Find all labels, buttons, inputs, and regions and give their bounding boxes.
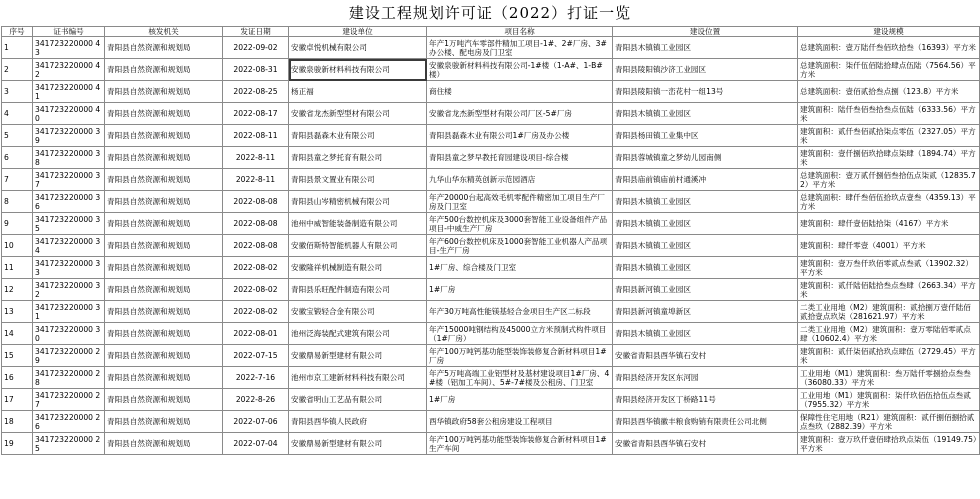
column-header[interactable]: 发证日期 [223, 27, 289, 37]
cell-scale[interactable]: 建筑面积：肆仟零壹（4001）平方米 [798, 235, 980, 257]
cell-org[interactable]: 青阳县自然资源和规划局 [105, 81, 223, 103]
cell-project[interactable]: 年产5万吨高端工业铝型材及基材建设项目1#厂房、4#楼（铝加工车间）、5#-7#楼及公租房、门卫室 [427, 367, 613, 389]
cell-date[interactable]: 2022-07-04 [223, 433, 289, 455]
cell-unit[interactable]: 池州中威智能装备制造有限公司 [289, 213, 427, 235]
cell-project[interactable]: 安徽泉骏新材料科技有限公司-1#楼（1-A#、1-B#楼） [427, 59, 613, 81]
cell-location[interactable]: 青阳县木镇镇工业园区 [613, 323, 798, 345]
cell-cert[interactable]: 341723220000 32 [33, 279, 105, 301]
cell-no[interactable]: 12 [2, 279, 33, 301]
cell-scale[interactable]: 工业用地（M1）建筑面积：柒仟玖佰伍拾伍点叁贰（7955.32）平方米 [798, 389, 980, 411]
cell-date[interactable]: 2022-08-08 [223, 191, 289, 213]
cell-location[interactable]: 青阳县木镇镇工业园区 [613, 37, 798, 59]
cell-no[interactable]: 15 [2, 345, 33, 367]
table-row [2, 125, 980, 147]
cell-no[interactable]: 16 [2, 367, 33, 389]
cell-unit[interactable]: 安徽鼎易新型建材有限公司 [289, 345, 427, 367]
cell-date[interactable]: 2022-07-06 [223, 411, 289, 433]
cell-scale[interactable]: 建筑面积：贰仟陆佰陆拾叁点叁肆（2663.34）平方米 [798, 279, 980, 301]
cell-cert[interactable]: 341723220000 36 [33, 191, 105, 213]
cell-date[interactable]: 2022-08-11 [223, 125, 289, 147]
cell-no[interactable]: 8 [2, 191, 33, 213]
cell-location[interactable]: 青阳县杨田镇工业集中区 [613, 125, 798, 147]
table-row [2, 147, 980, 169]
column-header[interactable]: 建设规模 [798, 27, 980, 37]
cell-org[interactable]: 青阳县自然资源和规划局 [105, 59, 223, 81]
cell-cert[interactable]: 341723220000 41 [33, 81, 105, 103]
cell-unit[interactable]: 安徽佰斯特智能机器人有限公司 [289, 235, 427, 257]
cell-scale[interactable]: 建筑面积：贰仟柒佰贰拾玖点肆伍（2729.45）平方米 [798, 345, 980, 367]
table-row [2, 257, 980, 279]
cell-scale[interactable]: 建筑面积：贰仟叁佰贰拾柒点零伍（2327.05）平方米 [798, 125, 980, 147]
cell-unit[interactable]: 安徽泉骏新材料科技有限公司 [289, 59, 427, 81]
cell-location[interactable]: 青阳县蓉城镇童之梦幼儿园南侧 [613, 147, 798, 169]
cell-scale[interactable]: 建筑面积：肆仟壹佰陆拾柒（4167）平方米 [798, 213, 980, 235]
page-title: 建设工程规划许可证（2022）打证一览 [348, 4, 632, 22]
cell-no[interactable]: 18 [2, 411, 33, 433]
cell-project[interactable]: 酉华镇政府58套公租房建设工程项目 [427, 411, 613, 433]
table-row [2, 81, 980, 103]
cell-project[interactable]: 安徽省龙杰新型型材有限公司厂区-5#厂房 [427, 103, 613, 125]
cell-org[interactable]: 青阳县自然资源和规划局 [105, 389, 223, 411]
cell-org[interactable]: 青阳县自然资源和规划局 [105, 257, 223, 279]
cell-project[interactable]: 九华山华东精英创新示范园酒店 [427, 169, 613, 191]
cell-project[interactable]: 1#厂房 [427, 279, 613, 301]
cell-project[interactable]: 1#厂房、综合楼及门卫室 [427, 257, 613, 279]
cell-unit[interactable]: 安徽鼎易新型建材有限公司 [289, 433, 427, 455]
table-row [2, 235, 980, 257]
cell-org[interactable]: 青阳县自然资源和规划局 [105, 367, 223, 389]
cell-org[interactable]: 青阳县自然资源和规划局 [105, 301, 223, 323]
cell-location[interactable]: 青阳县陵阳镇一峦花村一组13号 [613, 81, 798, 103]
cell-org[interactable]: 青阳县自然资源和规划局 [105, 235, 223, 257]
table-row [2, 37, 980, 59]
cell-no[interactable]: 19 [2, 433, 33, 455]
cell-org[interactable]: 青阳县自然资源和规划局 [105, 125, 223, 147]
column-header[interactable]: 证书编号 [33, 27, 105, 37]
cell-unit[interactable]: 青阳县山岑精密机械有限公司 [289, 191, 427, 213]
cell-no[interactable]: 5 [2, 125, 33, 147]
cell-unit[interactable]: 安徽省龙杰新型型材有限公司 [289, 103, 427, 125]
column-header[interactable]: 序号 [2, 27, 33, 37]
cell-location[interactable]: 青阳县酉华镇徽丰粮食购销有限责任公司北侧 [613, 411, 798, 433]
cell-cert[interactable]: 341723220000 33 [33, 257, 105, 279]
cell-unit[interactable]: 青阳县童之梦托育有限公司 [289, 147, 427, 169]
cell-date[interactable]: 2022-08-31 [223, 59, 289, 81]
cell-cert[interactable]: 341723220000 31 [33, 301, 105, 323]
cell-date[interactable]: 2022-08-17 [223, 103, 289, 125]
table-row [2, 169, 980, 191]
column-header[interactable]: 项目名称 [427, 27, 613, 37]
cell-date[interactable]: 2022-07-15 [223, 345, 289, 367]
cell-cert[interactable]: 341723220000 34 [33, 235, 105, 257]
cell-unit[interactable]: 青阳县乐旺配件制造有限公司 [289, 279, 427, 301]
cell-scale[interactable]: 建筑面积：壹万叁仟玖佰零贰点叁贰（13902.32）平方米 [798, 257, 980, 279]
cell-project[interactable]: 年产20000台起高效毛机零配件精密加工项目生产厂房及门卫室 [427, 191, 613, 213]
cell-location[interactable]: 青阳县经济开发区东河园 [613, 367, 798, 389]
cell-scale[interactable]: 总建筑面积：壹万贰仟捌佰叁拾伍点柒贰（12835.72）平方米 [798, 169, 980, 191]
cell-cert[interactable]: 341723220000 43 [33, 37, 105, 59]
cell-org[interactable]: 青阳县自然资源和规划局 [105, 37, 223, 59]
cell-date[interactable]: 2022-7-16 [223, 367, 289, 389]
cell-date[interactable]: 2022-08-02 [223, 257, 289, 279]
cell-no[interactable]: 14 [2, 323, 33, 345]
cell-scale[interactable]: 二类工业用地（M2）建筑面积：贰拾捌万壹仟陆佰贰拾壹点玖柒（281621.97）平方米 [798, 301, 980, 323]
header-row [2, 27, 980, 37]
cell-cert[interactable]: 341723220000 39 [33, 125, 105, 147]
cell-cert[interactable]: 341723220000 27 [33, 389, 105, 411]
table-row [2, 367, 980, 389]
cell-cert[interactable]: 341723220000 42 [33, 59, 105, 81]
cell-project[interactable]: 年产15000吨钢结构及45000立方米预制式构件项目（1#厂房） [427, 323, 613, 345]
cell-unit[interactable]: 安徽隆祥机械制造有限公司 [289, 257, 427, 279]
table-row [2, 345, 980, 367]
cell-date[interactable]: 2022-08-08 [223, 235, 289, 257]
cell-date[interactable]: 2022-8-11 [223, 169, 289, 191]
cell-project[interactable]: 青阳县童之梦早教托育园建设项目-综合楼 [427, 147, 613, 169]
cell-cert[interactable]: 341723220000 30 [33, 323, 105, 345]
cell-cert[interactable]: 341723220000 35 [33, 213, 105, 235]
cell-location[interactable]: 青阳县新河镇工业园区 [613, 279, 798, 301]
cell-org[interactable]: 青阳县自然资源和规划局 [105, 279, 223, 301]
cell-project[interactable]: 年产100万吨钙基功能型装饰装修复合新材料项目1#厂房 [427, 345, 613, 367]
cell-org[interactable]: 青阳县自然资源和规划局 [105, 411, 223, 433]
cell-project[interactable]: 商住楼 [427, 81, 613, 103]
cell-unit[interactable]: 池州市京工建新材料科技有限公司 [289, 367, 427, 389]
cell-date[interactable]: 2022-08-01 [223, 323, 289, 345]
table-row [2, 301, 980, 323]
table-row [2, 323, 980, 345]
cell-scale[interactable]: 二类工业用地（M2）建筑面积：壹万零陆佰零贰点肆（10602.4）平方米 [798, 323, 980, 345]
cell-scale[interactable]: 总建筑面积：壹万陆仟叁佰玖拾叁（16393）平方米 [798, 37, 980, 59]
cell-no[interactable]: 6 [2, 147, 33, 169]
cell-no[interactable]: 9 [2, 213, 33, 235]
cell-org[interactable]: 青阳县自然资源和规划局 [105, 345, 223, 367]
cell-date[interactable]: 2022-8-26 [223, 389, 289, 411]
cell-date[interactable]: 2022-08-08 [223, 213, 289, 235]
cell-cert[interactable]: 341723220000 28 [33, 367, 105, 389]
cell-project[interactable]: 1#厂房 [427, 389, 613, 411]
cell-cert[interactable]: 341723220000 26 [33, 411, 105, 433]
column-header[interactable]: 建设单位 [289, 27, 427, 37]
cell-project[interactable]: 年产600台数控机床及1000套智能工业机器人产品项目-生产厂房 [427, 235, 613, 257]
cell-date[interactable]: 2022-8-11 [223, 147, 289, 169]
cell-unit[interactable]: 青阳县景文置业有限公司 [289, 169, 427, 191]
cell-location[interactable]: 安徽省青阳县酉华镇石安村 [613, 345, 798, 367]
cell-project[interactable]: 年产1万吨汽车零部件精加工项目-1#、2#厂房、3#办公楼、配电房及门卫室 [427, 37, 613, 59]
cell-unit[interactable]: 杨正福 [289, 81, 427, 103]
cell-scale[interactable]: 总建筑面积：肆仟叁佰伍拾玖点壹叁（4359.13）平方米 [798, 191, 980, 213]
cell-location[interactable]: 青阳县庙前镇庙前村通溪冲 [613, 169, 798, 191]
column-header[interactable]: 核发机关 [105, 27, 223, 37]
cell-scale[interactable]: 总建筑面积：壹佰贰拾叁点捌（123.8）平方米 [798, 81, 980, 103]
cell-no[interactable]: 13 [2, 301, 33, 323]
cell-unit[interactable]: 安徽宝锻轻合金有限公司 [289, 301, 427, 323]
table-row [2, 103, 980, 125]
column-header[interactable]: 建设位置 [613, 27, 798, 37]
cell-date[interactable]: 2022-08-02 [223, 279, 289, 301]
cell-unit[interactable]: 青阳县磊森木业有限公司 [289, 125, 427, 147]
cell-location[interactable]: 青阳县陵阳镇沙济工业园区 [613, 59, 798, 81]
cell-no[interactable]: 1 [2, 37, 33, 59]
table-row [2, 59, 980, 81]
table-row [2, 191, 980, 213]
cell-no[interactable]: 10 [2, 235, 33, 257]
cell-location[interactable]: 青阳县木镇镇工业园区 [613, 103, 798, 125]
cell-org[interactable]: 青阳县自然资源和规划局 [105, 169, 223, 191]
cell-scale[interactable]: 工业用地（M1）建筑面积：叁万陆仟零捌拾点叁叁（36080.33）平方米 [798, 367, 980, 389]
cell-date[interactable]: 2022-08-25 [223, 81, 289, 103]
cell-location[interactable]: 青阳县木镇镇工业园区 [613, 235, 798, 257]
cell-project[interactable]: 年产100万吨钙基功能型装饰装修复合新材料项目1#生产车间 [427, 433, 613, 455]
cell-no[interactable]: 4 [2, 103, 33, 125]
cell-date[interactable]: 2022-09-02 [223, 37, 289, 59]
cell-unit[interactable]: 安徽卓悦机械有限公司 [289, 37, 427, 59]
cell-location[interactable]: 青阳县经济开发区丁桥路11号 [613, 389, 798, 411]
cell-org[interactable]: 青阳县自然资源和规划局 [105, 433, 223, 455]
cell-project[interactable]: 青阳县磊森木业有限公司1#厂房及办公楼 [427, 125, 613, 147]
table-row [2, 279, 980, 301]
cell-no[interactable]: 11 [2, 257, 33, 279]
cell-cert[interactable]: 341723220000 37 [33, 169, 105, 191]
cell-org[interactable]: 青阳县自然资源和规划局 [105, 213, 223, 235]
cell-scale[interactable]: 总建筑面积：柒仟伍佰陆拾肆点伍陆（7564.56）平方米 [798, 59, 980, 81]
permit-table [1, 26, 980, 455]
cell-org[interactable]: 青阳县自然资源和规划局 [105, 191, 223, 213]
cell-no[interactable]: 7 [2, 169, 33, 191]
cell-date[interactable]: 2022-08-02 [223, 301, 289, 323]
cell-unit[interactable]: 池州泛海装配式建筑有限公司 [289, 323, 427, 345]
cell-scale[interactable]: 建筑面积：陆仟叁佰叁拾叁点伍陆（6333.56）平方米 [798, 103, 980, 125]
cell-unit[interactable]: 青阳县酉华镇人民政府 [289, 411, 427, 433]
table-row [2, 433, 980, 455]
table-row [2, 389, 980, 411]
cell-org[interactable]: 青阳县自然资源和规划局 [105, 103, 223, 125]
cell-org[interactable]: 青阳县自然资源和规划局 [105, 323, 223, 345]
cell-cert[interactable]: 341723220000 25 [33, 433, 105, 455]
cell-location[interactable]: 安徽省青阳县酉华镇石安村 [613, 433, 798, 455]
cell-scale[interactable]: 保障性住宅用地（R21）建筑面积：贰仟捌佰捌拾贰点叁玖（2882.39）平方米 [798, 411, 980, 433]
cell-no[interactable]: 2 [2, 59, 33, 81]
cell-org[interactable]: 青阳县自然资源和规划局 [105, 147, 223, 169]
cell-cert[interactable]: 341723220000 38 [33, 147, 105, 169]
cell-location[interactable]: 青阳县木镇镇工业园区 [613, 213, 798, 235]
cell-scale[interactable]: 建筑面积：壹仟捌佰玖拾肆点柒肆（1894.74）平方米 [798, 147, 980, 169]
cell-no[interactable]: 3 [2, 81, 33, 103]
cell-no[interactable]: 17 [2, 389, 33, 411]
cell-cert[interactable]: 341723220000 29 [33, 345, 105, 367]
cell-project[interactable]: 年产500台数控机床及3000套智能工业设备组件产品项目-中威生产厂房 [427, 213, 613, 235]
cell-project[interactable]: 年产30万吨高性能镁基轻合金项目生产区二标段 [427, 301, 613, 323]
table-row [2, 411, 980, 433]
cell-location[interactable]: 青阳县木镇镇工业园区 [613, 191, 798, 213]
cell-cert[interactable]: 341723220000 40 [33, 103, 105, 125]
cell-location[interactable]: 青阳县新河镇童埠新区 [613, 301, 798, 323]
cell-unit[interactable]: 安徽省明山工艺品有限公司 [289, 389, 427, 411]
table-row [2, 213, 980, 235]
cell-scale[interactable]: 建筑面积：壹万玖仟壹佰肆拾玖点柒伍（19149.75）平方米 [798, 433, 980, 455]
cell-location[interactable]: 青阳县木镇镇工业园区 [613, 257, 798, 279]
